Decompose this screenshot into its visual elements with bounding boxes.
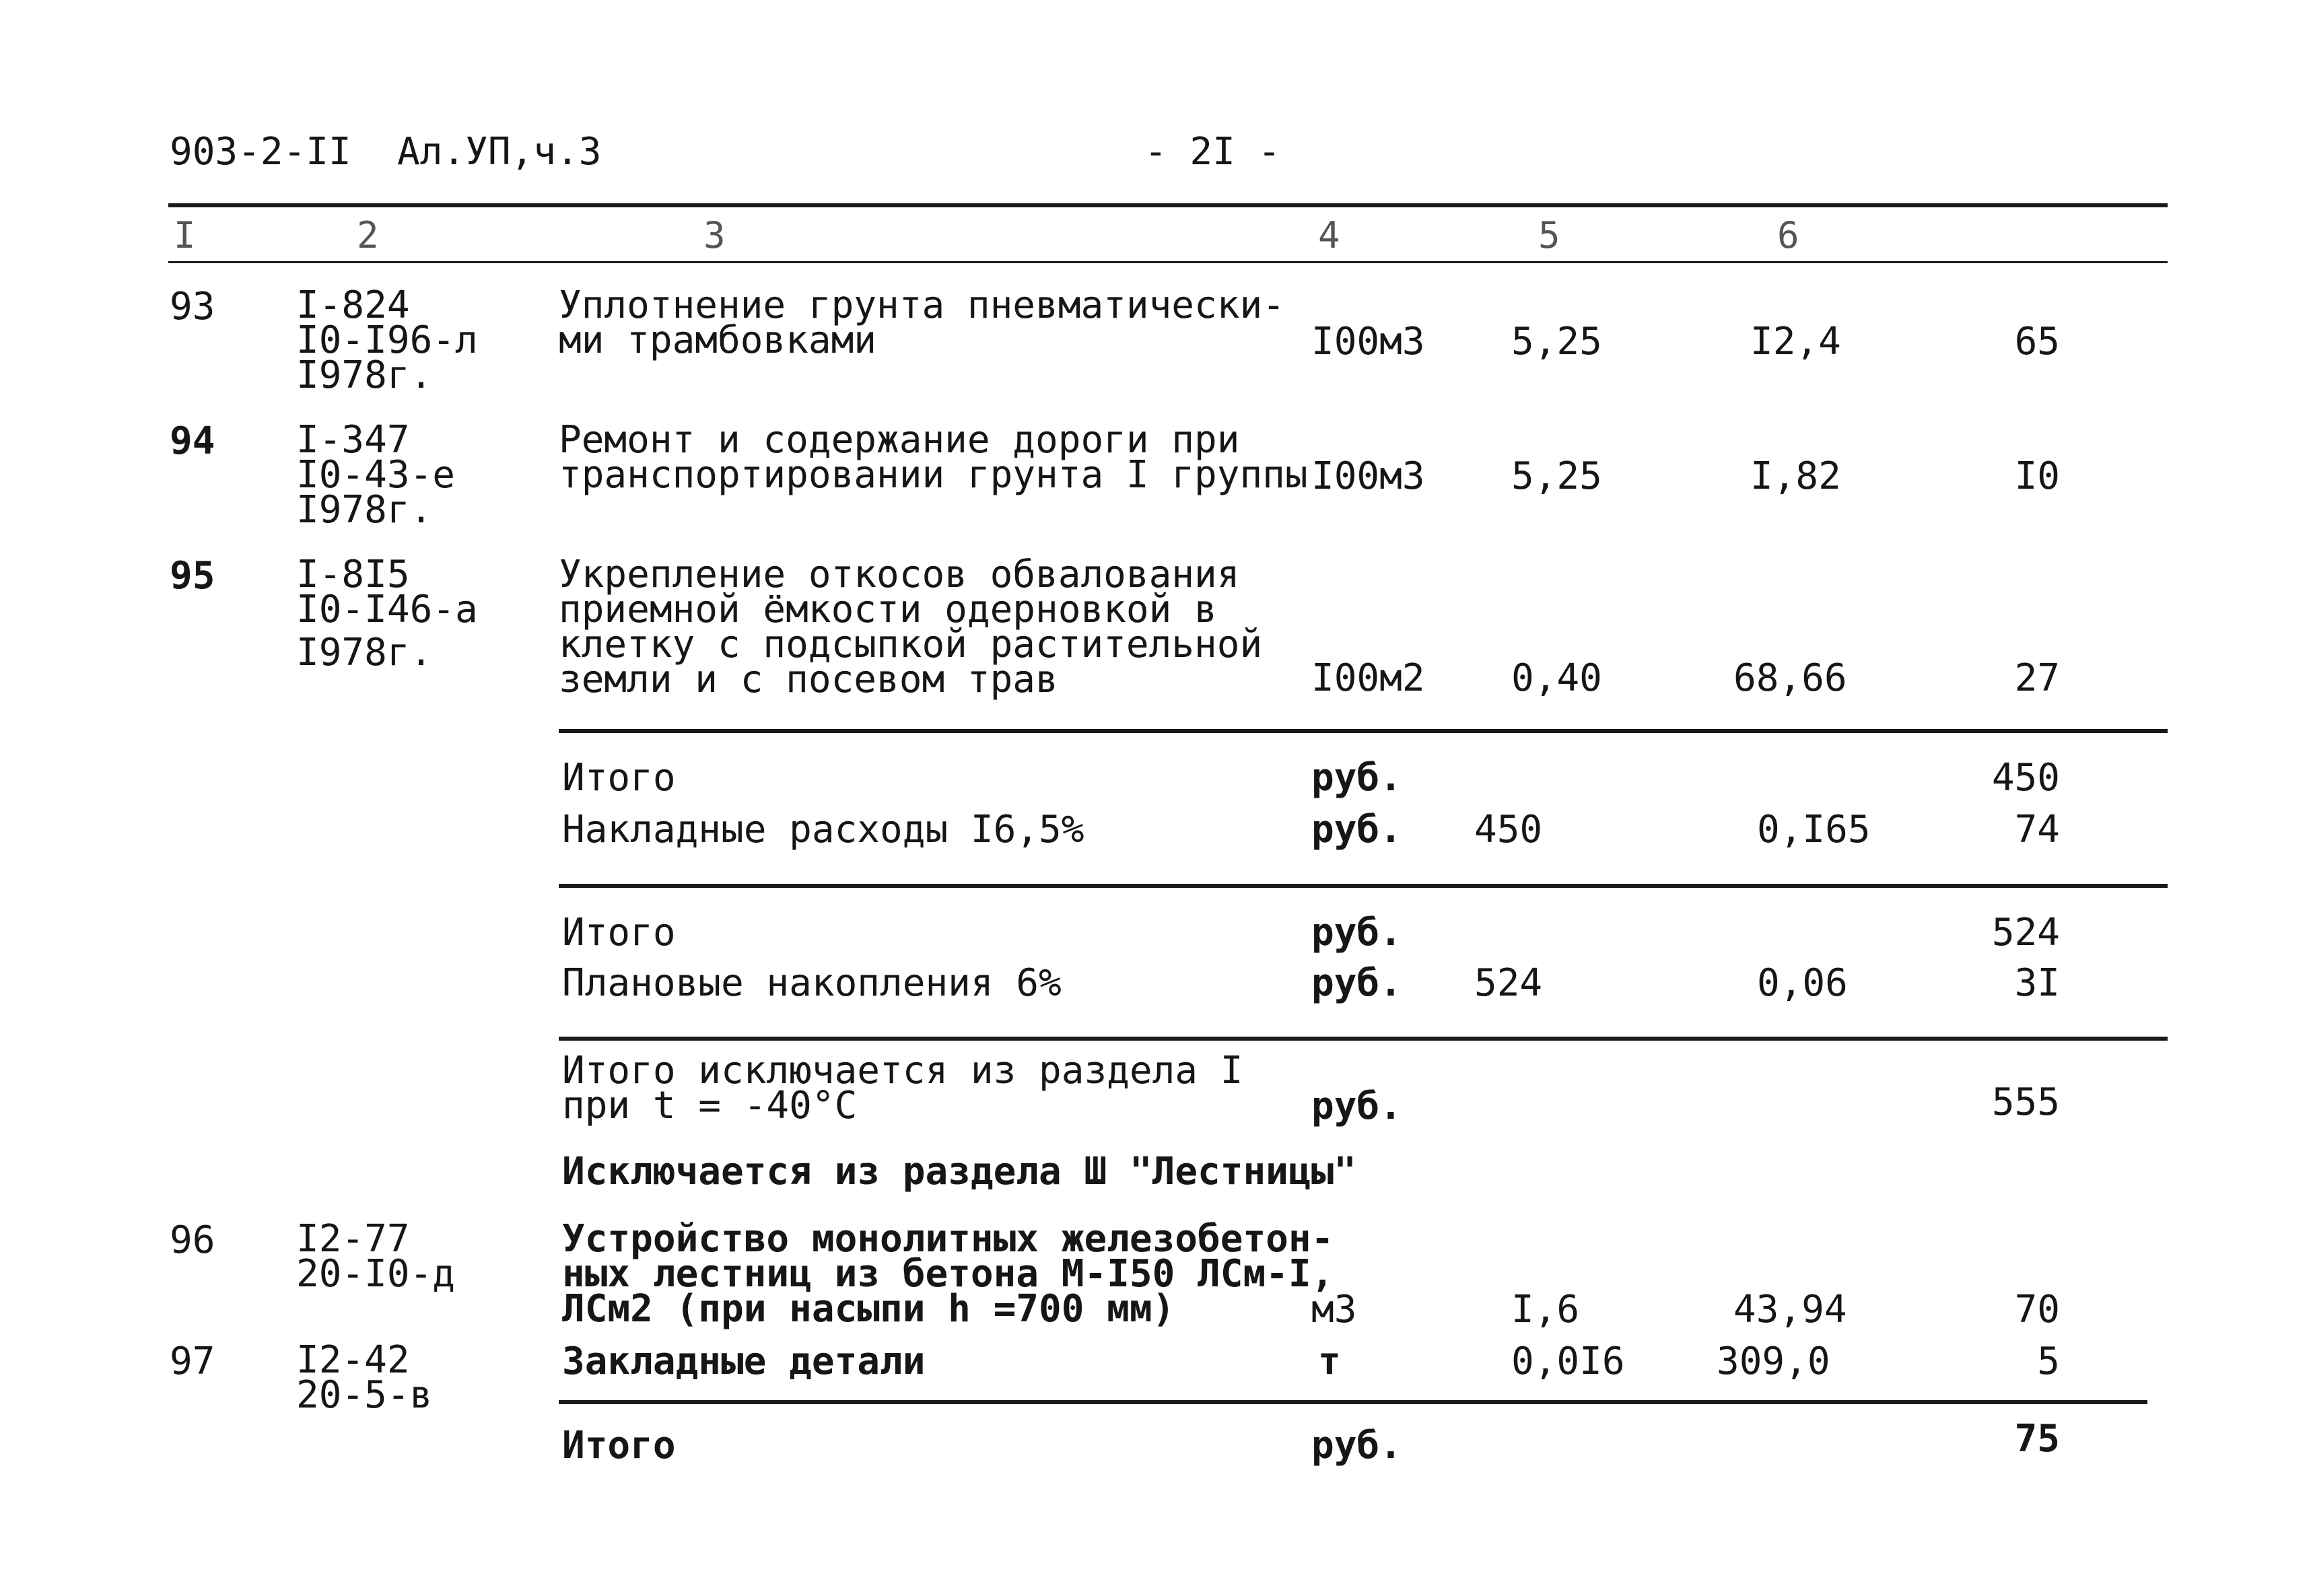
- planned-savings-unit: руб.: [1311, 961, 1402, 1005]
- page-number: - 2I -: [1144, 130, 1281, 174]
- row-unit: т: [1318, 1340, 1341, 1383]
- row-total: 70: [2014, 1288, 2060, 1331]
- row-quantity: 0,40: [1511, 656, 1602, 700]
- row-number: 97: [170, 1340, 215, 1383]
- planned-savings-label: Плановые накопления 6%: [562, 961, 1062, 1005]
- row-total: 65: [2014, 320, 2060, 363]
- col-header-1: I: [174, 214, 196, 256]
- row-quantity: 0,0I6: [1511, 1340, 1625, 1383]
- row-unit: I00м2: [1311, 656, 1425, 700]
- overhead-rate: 0,I65: [1757, 808, 1871, 852]
- excluded-total-value: 555: [1991, 1080, 2060, 1124]
- row-codes: I-347 I0-43-е I978г.: [296, 418, 456, 532]
- top-rule: [168, 203, 2168, 207]
- row-number: 95: [170, 554, 215, 598]
- row-description: Устройство монолитных железобетон- ных лестниц из бетона М-I50 ЛСм-I, ЛСм2 (при насыпи h =700 мм): [562, 1217, 1334, 1331]
- subtotal-value: 524: [1991, 911, 2060, 955]
- final-total-unit: руб.: [1311, 1424, 1402, 1467]
- album-reference: Ал.УП,ч.3: [397, 130, 602, 174]
- planned-savings-rate: 0,06: [1757, 961, 1848, 1005]
- row-codes: I-8I5 I0-I46-а I978г.: [296, 553, 478, 674]
- planned-savings-value: 3I: [2014, 961, 2060, 1005]
- section-rule: [559, 1037, 2168, 1041]
- row-total: 5: [2037, 1340, 2060, 1383]
- col-header-3: 3: [703, 214, 726, 256]
- row-unit: I00м3: [1311, 454, 1425, 498]
- section-rule: [559, 729, 2168, 733]
- overhead-label: Накладные расходы I6,5%: [562, 808, 1084, 852]
- row-price: I2,4: [1750, 320, 1841, 363]
- subtotal-unit: руб.: [1311, 911, 1402, 955]
- row-quantity: I,6: [1511, 1288, 1580, 1331]
- row-description: Уплотнение грунта пневматически- ми трамбовками: [559, 283, 1285, 362]
- row-quantity: 5,25: [1511, 454, 1602, 498]
- col-header-2: 2: [357, 214, 379, 256]
- subtotal-label: Итого: [562, 911, 676, 955]
- excluded-total-unit: руб.: [1311, 1084, 1402, 1128]
- row-price: 68,66: [1733, 656, 1847, 700]
- row-quantity: 5,25: [1511, 320, 1602, 363]
- subtotal-label: Итого: [562, 756, 676, 800]
- row-codes: I-824 I0-I96-л I978г.: [296, 283, 478, 397]
- row-price: I,82: [1750, 454, 1841, 498]
- overhead-base: 450: [1474, 808, 1543, 852]
- row-description: Закладные детали: [562, 1340, 926, 1383]
- row-total: 27: [2014, 656, 2060, 700]
- excluded-total-label: Итого исключается из раздела I при t = -40°C: [562, 1049, 1243, 1127]
- overhead-value: 74: [2014, 808, 2060, 852]
- section-rule: [559, 884, 2168, 888]
- row-price: 43,94: [1733, 1288, 1847, 1331]
- row-codes: I2-77 20-I0-д: [296, 1217, 456, 1296]
- column-header-rule: [168, 261, 2168, 263]
- row-number: 94: [170, 419, 215, 463]
- row-number: 93: [170, 285, 215, 328]
- row-number: 96: [170, 1218, 215, 1262]
- col-header-4: 4: [1318, 214, 1340, 256]
- doc-code: 903-2-II: [170, 130, 351, 174]
- row-unit: I00м3: [1311, 320, 1425, 363]
- planned-savings-base: 524: [1474, 961, 1543, 1005]
- overhead-unit: руб.: [1311, 808, 1402, 852]
- row-codes: I2-42 20-5-в: [296, 1338, 433, 1417]
- final-total-value: 75: [2014, 1417, 2060, 1461]
- row-description: Укрепление откосов обвалования приемной ёмкости одерновкой в клетку с подсыпкой растительной земли и с посевом трав: [559, 553, 1263, 701]
- subtotal-unit: руб.: [1311, 756, 1402, 800]
- row-description: Ремонт и содержание дороги при транспортировании грунта I группы: [559, 418, 1308, 497]
- section-title: Исключается из раздела Ш "Лестницы": [562, 1150, 1357, 1193]
- final-total-label: Итого: [562, 1424, 676, 1467]
- row-price: 309,0: [1717, 1340, 1830, 1383]
- subtotal-value: 450: [1991, 756, 2060, 800]
- row-total: I0: [2014, 454, 2060, 498]
- col-header-6: 6: [1777, 214, 1799, 256]
- section-rule: [559, 1400, 2147, 1404]
- row-unit: м3: [1311, 1288, 1357, 1331]
- col-header-5: 5: [1538, 214, 1560, 256]
